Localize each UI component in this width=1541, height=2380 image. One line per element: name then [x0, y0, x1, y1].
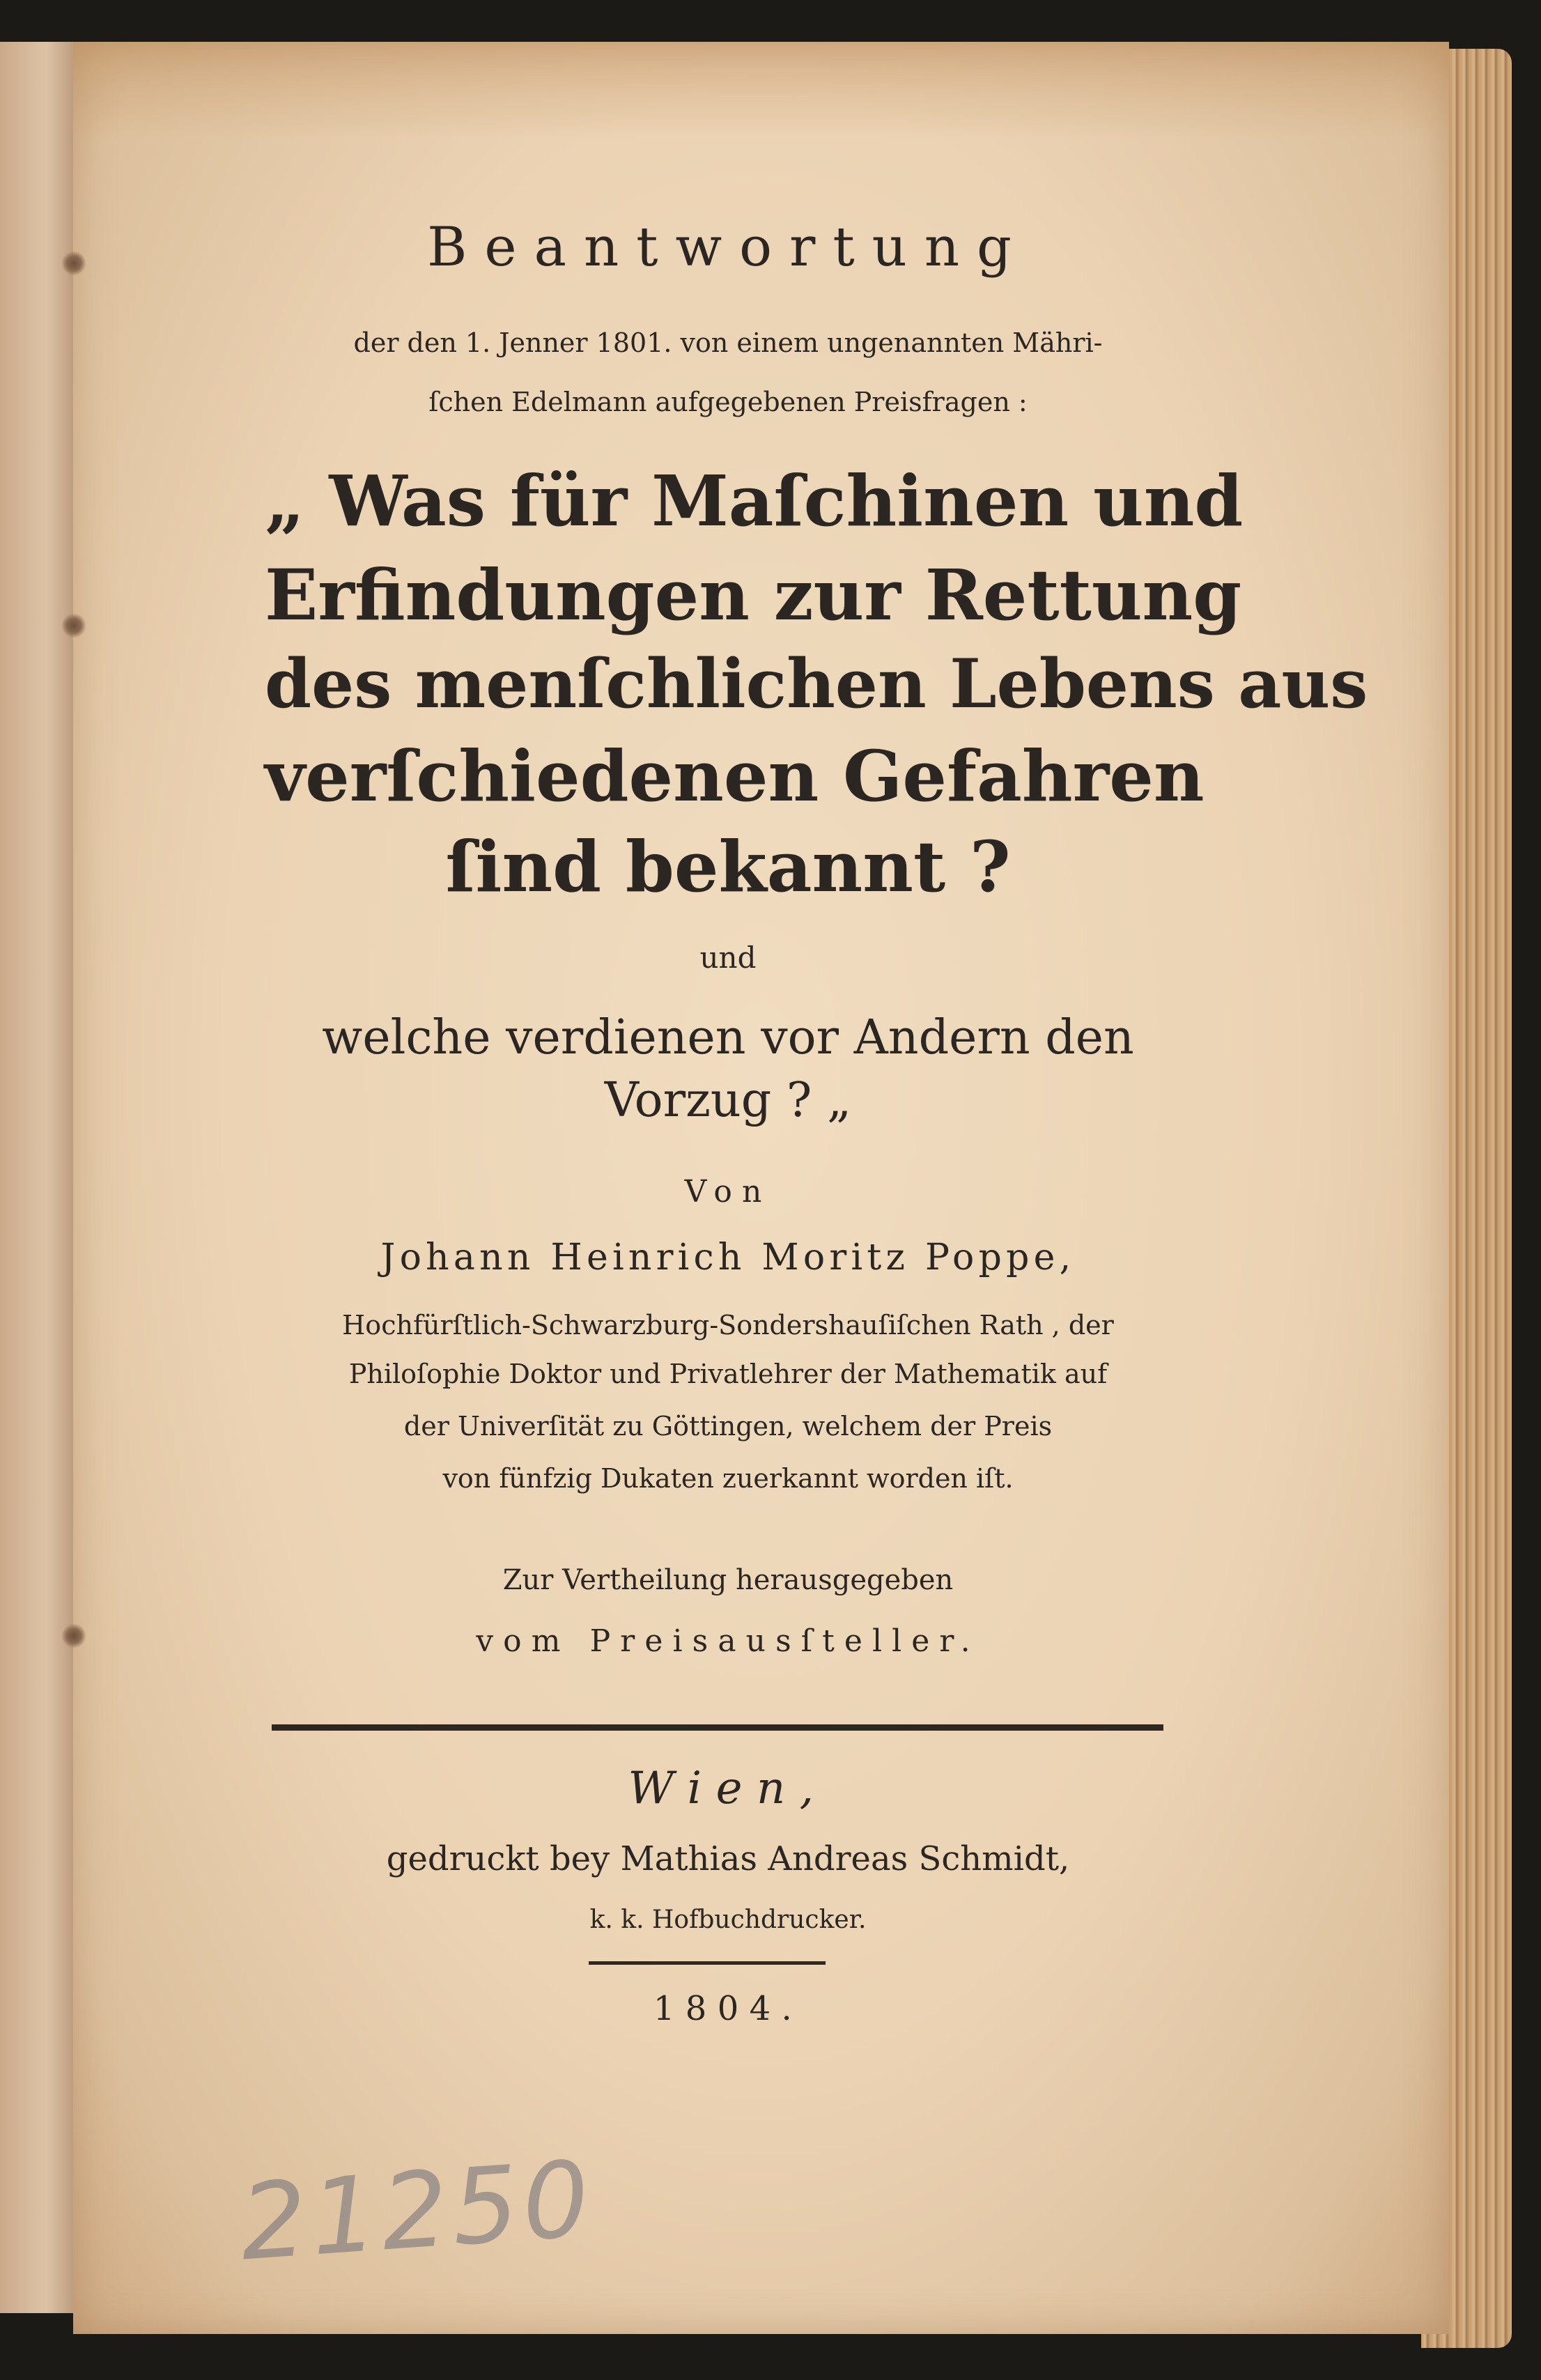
binding-hole: [61, 251, 86, 276]
separator-rule: [272, 1724, 1163, 1731]
facing-page-edge: [0, 42, 79, 2313]
credit-line: Hochfürſtlich-Schwarzburg-Sondershauſiſchen Rath , der: [342, 1310, 1114, 1340]
intro-line: der den 1. Jenner 1801. von einem ungenannten Mähri-: [353, 327, 1103, 358]
by-line: Von: [684, 1174, 772, 1210]
imprint-place: Wien,: [628, 1763, 828, 1814]
binding-hole: [61, 1623, 86, 1648]
question-line: ſind bekannt ?: [445, 826, 1011, 908]
distribution-line: vom Preisausſteller.: [476, 1623, 980, 1659]
distribution-line: Zur Vertheilung herausgegeben: [502, 1564, 954, 1596]
second-question-line: Vorzug ? „: [604, 1073, 852, 1128]
imprint-year: 1804.: [653, 1989, 803, 2028]
credit-line: Philoſophie Doktor und Privatlehrer der Mathematik auf: [348, 1359, 1108, 1389]
second-question-line: welche verdienen vor Andern den: [322, 1010, 1134, 1065]
conjunction: und: [699, 941, 757, 975]
binding-hole: [61, 613, 86, 638]
water-stain: [73, 42, 1449, 139]
question-line: verſchiedenen Gefahren: [265, 735, 1205, 817]
catalog-number: 21250: [236, 2138, 598, 2285]
heading: Beantwortung: [427, 216, 1029, 279]
short-rule: [589, 1961, 826, 1965]
question-line: Erfindungen zur Rettung: [265, 554, 1242, 636]
question-line: des menſchlichen Lebens aus: [265, 644, 1368, 723]
printer-line: k. k. Hofbuchdrucker.: [589, 1906, 867, 1934]
printer-line: gedruckt bey Mathias Andreas Schmidt,: [386, 1839, 1070, 1878]
author-name: Johann Heinrich Moritz Poppe,: [380, 1237, 1076, 1278]
question-line: „ Was für Maſchinen und: [265, 460, 1244, 542]
credit-line: der Univerſität zu Göttingen, welchem der Preis: [403, 1411, 1053, 1442]
intro-line: ſchen Edelmann aufgegebenen Preisfragen :: [428, 387, 1028, 417]
credit-line: von fünfzig Dukaten zuerkannt worden iſt.: [442, 1463, 1014, 1494]
